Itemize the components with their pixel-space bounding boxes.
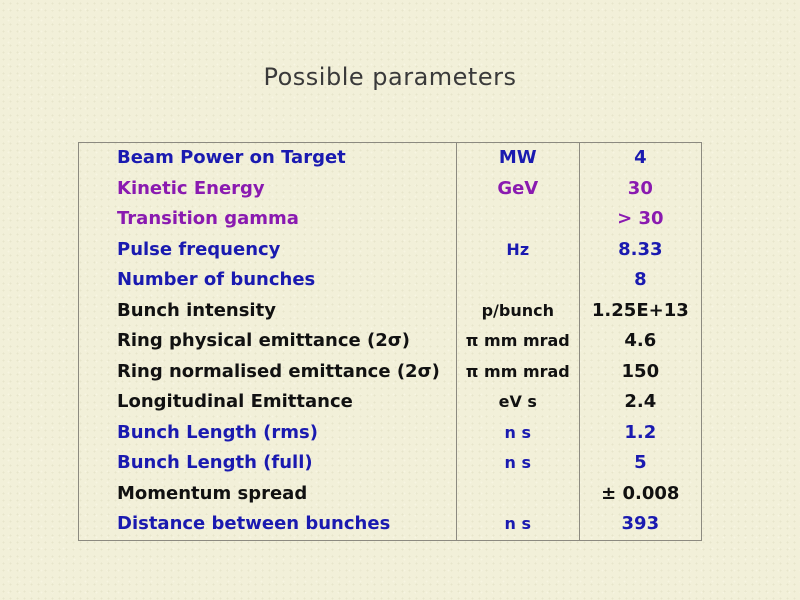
parameter-unit: MW (498, 147, 537, 168)
parameter-name: Beam Power on Target (117, 147, 346, 168)
parameter-unit: GeV (497, 177, 539, 199)
parameter-value: 8.33 (618, 238, 663, 260)
parameter-value: 30 (627, 177, 653, 199)
parameter-value: 1.25E+13 (591, 299, 689, 321)
parameter-value: 1.2 (624, 421, 657, 443)
parameter-name: Pulse frequency (117, 238, 281, 260)
parameter-unit: eV s (498, 392, 537, 411)
parameter-value: > 30 (617, 208, 664, 229)
parameter-value: 150 (621, 360, 660, 382)
parameter-value: 393 (621, 513, 660, 534)
parameter-name: Distance between bunches (117, 513, 391, 534)
parameter-name: Transition gamma (117, 208, 299, 229)
parameter-name: Kinetic Energy (117, 177, 265, 199)
parameter-unit: π mm mrad (465, 331, 570, 350)
parameter-unit (457, 479, 579, 510)
parameter-value: 5 (634, 452, 647, 473)
parameter-unit: p/bunch (481, 300, 554, 320)
parameter-value: 2.4 (624, 391, 657, 412)
parameter-names-column (79, 143, 457, 541)
parameter-name: Ring physical emittance (2σ) (117, 330, 411, 351)
parameter-unit: n s (504, 453, 532, 472)
parameter-value: 4 (634, 147, 647, 168)
parameter-name: Longitudinal Emittance (117, 391, 353, 412)
parameter-unit: π mm mrad (465, 361, 570, 381)
parameter-unit (457, 265, 579, 296)
parameter-units-column (456, 143, 579, 541)
slide-title: Possible parameters (263, 63, 517, 91)
parameter-value: 8 (634, 269, 647, 290)
parameter-name: Bunch Length (full) (117, 452, 313, 473)
parameter-unit: Hz (506, 239, 530, 259)
parameter-name: Number of bunches (117, 269, 316, 290)
parameter-values-column (579, 143, 701, 541)
parameters-table (78, 142, 702, 541)
parameter-name: Bunch Length (rms) (117, 421, 318, 443)
parameter-value: ± 0.008 (601, 482, 680, 504)
parameter-value: 4.6 (624, 330, 657, 351)
parameter-name: Momentum spread (117, 482, 308, 504)
parameter-unit: n s (504, 422, 532, 442)
parameter-unit: n s (504, 514, 532, 533)
parameters-row (79, 143, 702, 541)
parameter-name: Ring normalised emittance (2σ) (117, 360, 440, 382)
parameter-unit (457, 204, 579, 235)
parameter-name: Bunch intensity (117, 299, 276, 321)
